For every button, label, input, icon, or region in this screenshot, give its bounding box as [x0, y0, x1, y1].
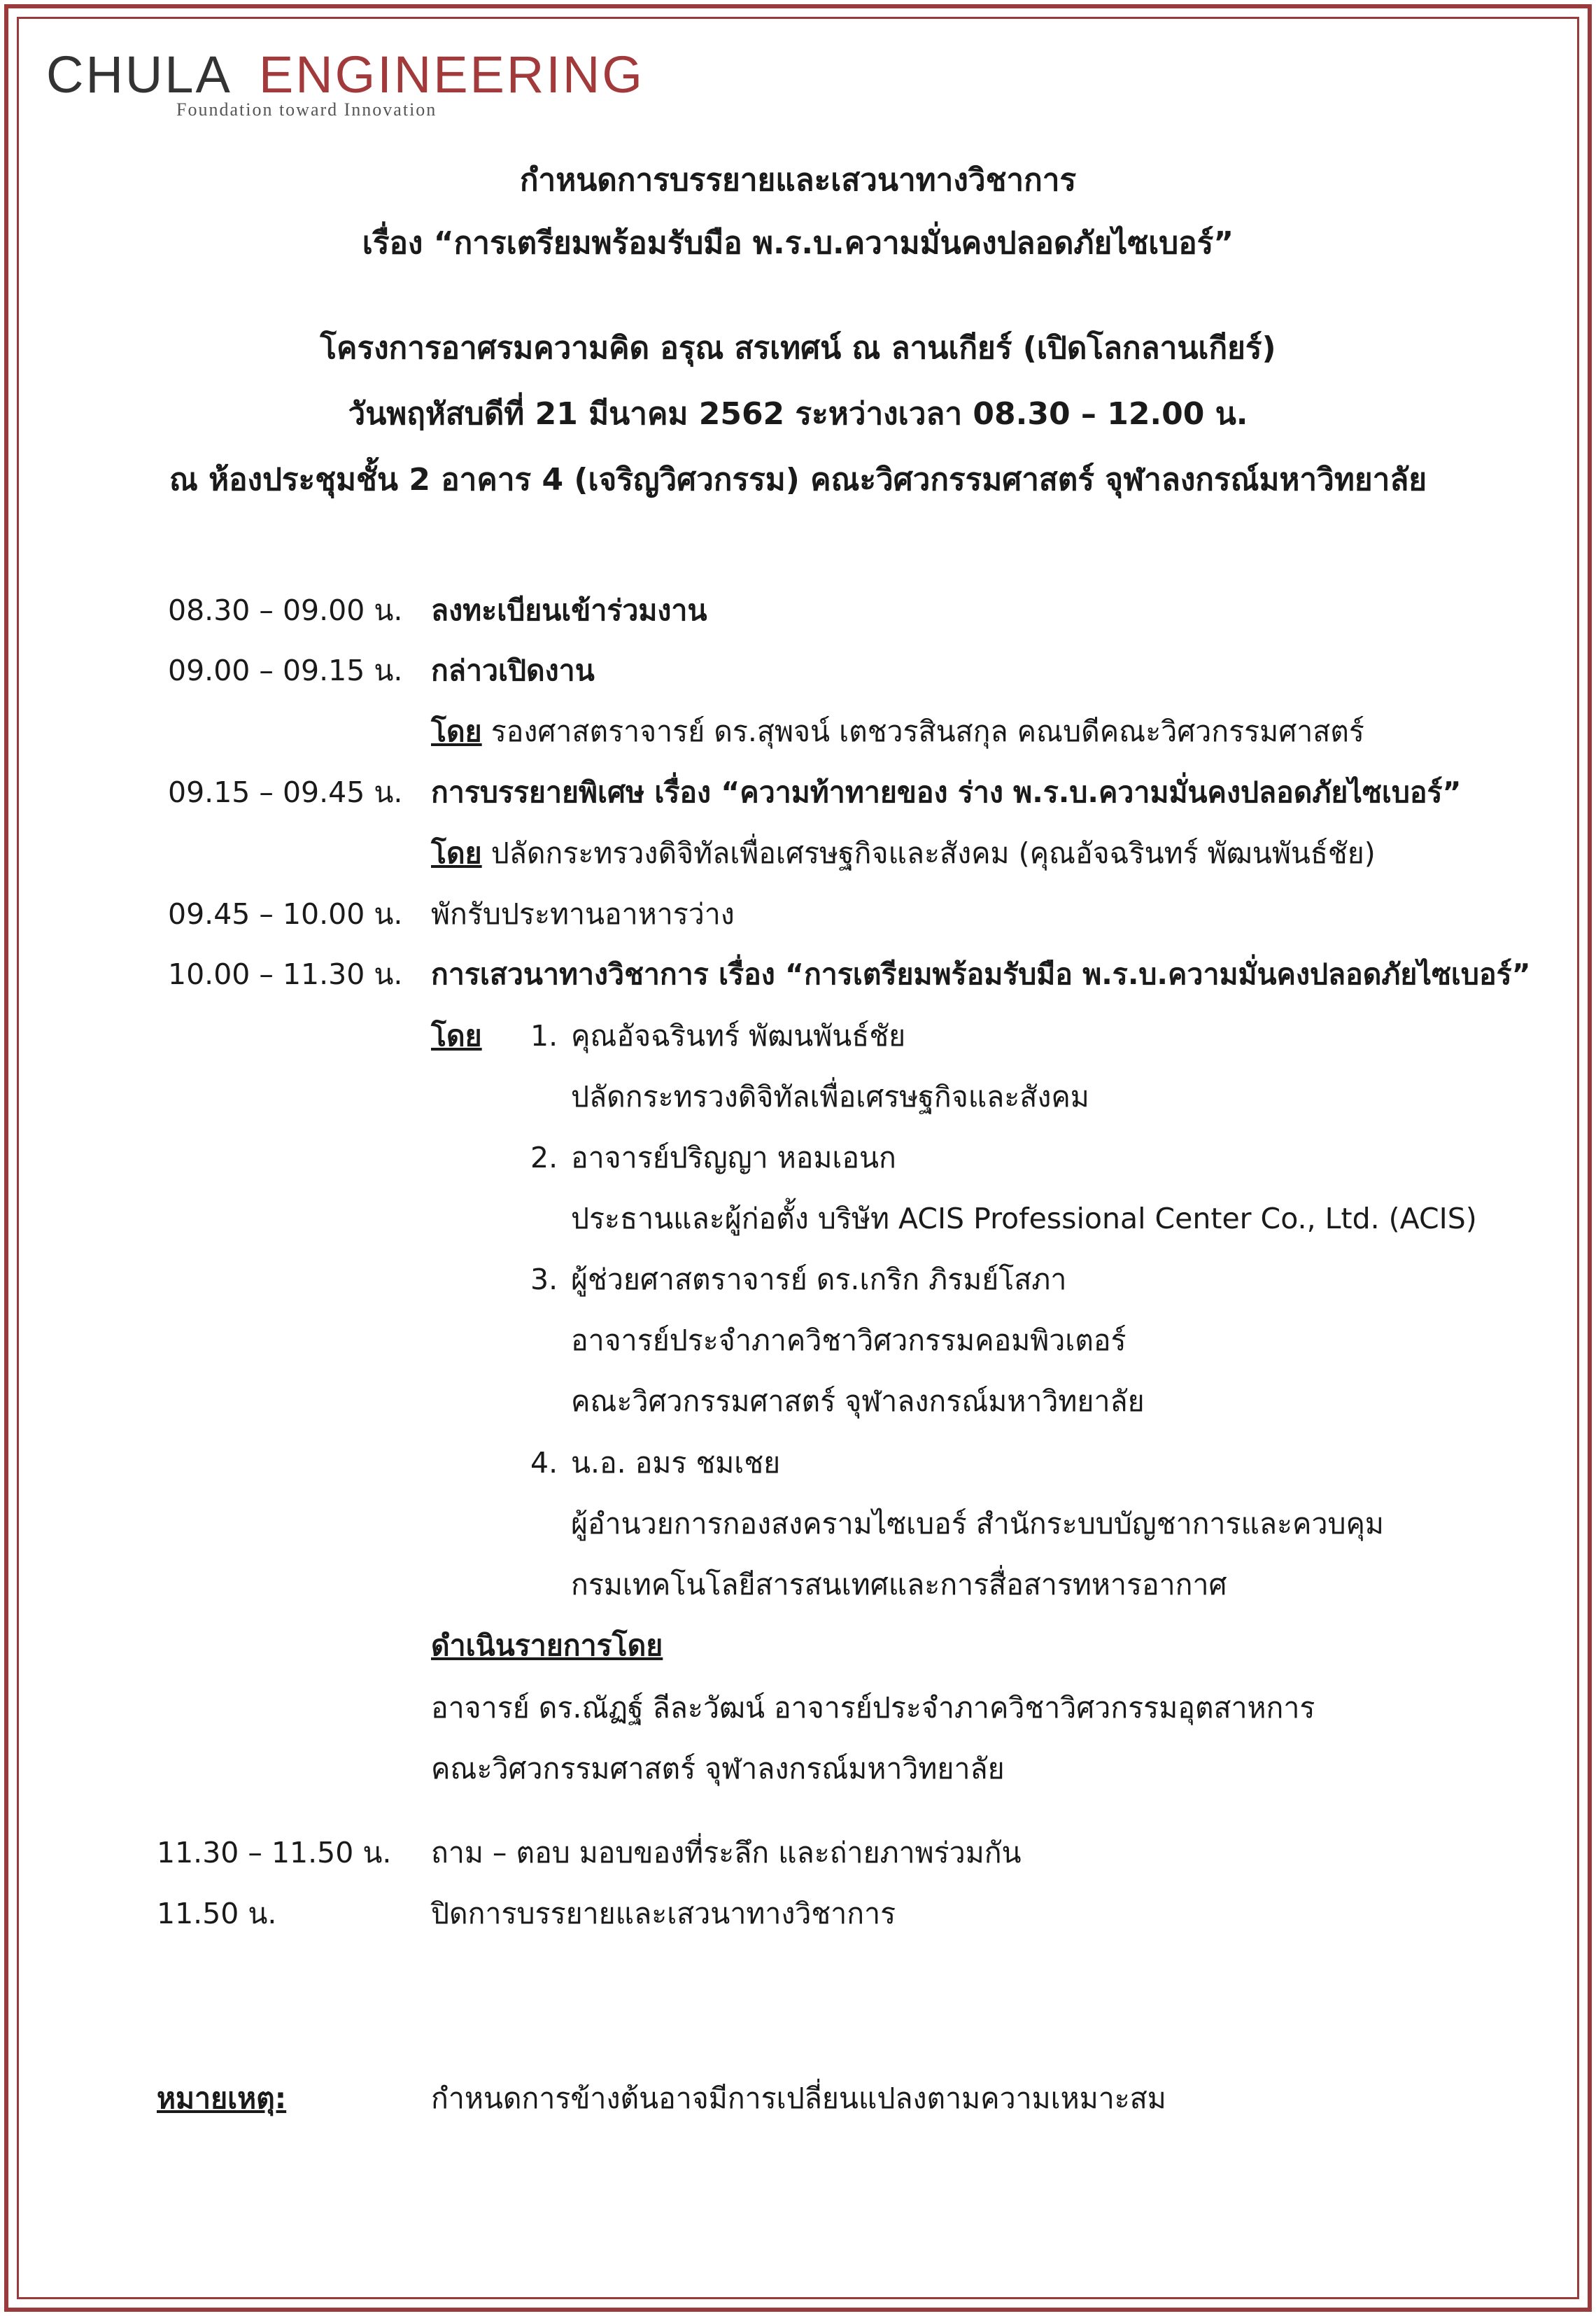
logo-tagline: Foundation toward Innovation [176, 99, 437, 120]
event-subject: เรื่อง “การเตรียมพร้อมรับมือ พ.ร.บ.ความมั่นคงปลอดภัยไซเบอร์” [362, 225, 1234, 261]
session-3-time: 09.15 – 09.45 น. [168, 775, 403, 809]
session-2-title: กล่าวเปิดงาน [431, 654, 595, 687]
session-4-title: พักรับประทานอาหารว่าง [431, 897, 735, 931]
session-7-title: ปิดการบรรยายและเสวนาทางวิชาการ [431, 1897, 896, 1930]
chula-engineering-logo [46, 43, 644, 127]
session-2-by [431, 710, 1364, 752]
panelist-2-title: ประธานและผู้ก่อตั้ง บริษัท ACIS Professional Center Co., Ltd. (ACIS) [571, 1202, 1477, 1235]
session-6-title: ถาม – ตอบ มอบของที่ระลึก และถ่ายภาพร่วมกัน [431, 1836, 1022, 1869]
session-3-by [431, 832, 1376, 874]
note-label: หมายเหตุ: [157, 2082, 287, 2115]
session-5-time: 10.00 – 11.30 น. [168, 957, 403, 991]
panelist-1-number: 1. [530, 1019, 558, 1053]
panelist-3-name: ผู้ช่วยศาสตราจารย์ ดร.เกริก ภิรมย์โสภา [571, 1263, 1067, 1296]
event-date: วันพฤหัสบดีที่ 21 มีนาคม 2562 ระหว่างเวลา 08.30 – 12.00 น. [348, 396, 1248, 432]
by-label: โดย [431, 715, 482, 748]
panelist-2-name: อาจารย์ปริญญา หอมเอนก [571, 1141, 896, 1174]
panelist-3-title: อาจารย์ประจำภาควิชาวิศวกรรมคอมพิวเตอร์ [571, 1324, 1127, 1357]
session-6-time: 11.30 – 11.50 น. [157, 1836, 392, 1869]
session-2-speaker: รองศาสตราจารย์ ดร.สุพจน์ เตชวรสินสกุล คณบดีคณะวิศวกรรมศาสตร์ [490, 715, 1364, 748]
panel-by-label: โดย [431, 1019, 482, 1053]
panelist-1-name: คุณอัจฉรินทร์ พัฒนพันธ์ชัย [571, 1019, 906, 1053]
note-text: กำหนดการข้างต้นอาจมีการเปลี่ยนแปลงตามความเหมาะสม [431, 2082, 1166, 2115]
moderator-affiliation: คณะวิศวกรรมศาสตร์ จุฬาลงกรณ์มหาวิทยาลัย [431, 1752, 1005, 1785]
panelist-2-number: 2. [530, 1141, 558, 1174]
session-5-title: การเสวนาทางวิชาการ เรื่อง “การเตรียมพร้อมรับมือ พ.ร.บ.ความมั่นคงปลอดภัยไซเบอร์” [431, 957, 1531, 991]
moderator-name: อาจารย์ ดร.ณัฏฐ์ ลีละวัฒน์ อาจารย์ประจำภาควิชาวิศวกรรมอุตสาหการ [431, 1691, 1315, 1725]
by-label: โดย [431, 836, 482, 870]
session-1-time: 08.30 – 09.00 น. [168, 594, 403, 627]
panelist-4-number: 4. [530, 1446, 558, 1480]
panelist-3-number: 3. [530, 1263, 558, 1296]
session-1-title: ลงทะเบียนเข้าร่วมงาน [431, 594, 707, 627]
panelist-4-name: น.อ. อมร ชมเชย [571, 1446, 781, 1480]
moderator-label: ดำเนินรายการโดย [431, 1629, 663, 1662]
panelist-4-affiliation: กรมเทคโนโลยีสารสนเทศและการสื่อสารทหารอากาศ [571, 1568, 1227, 1601]
page-title: กำหนดการบรรยายและเสวนาทางวิชาการ [519, 162, 1077, 198]
session-3-title: การบรรยายพิเศษ เรื่อง “ความท้าทายของ ร่าง พ.ร.บ.ความมั่นคงปลอดภัยไซเบอร์” [431, 775, 1462, 809]
project-name: โครงการอาศรมความคิด อรุณ สรเทศน์ ณ ลานเกียร์ (เปิดโลกลานเกียร์) [320, 330, 1276, 366]
event-venue: ณ ห้องประชุมชั้น 2 อาคาร 4 (เจริญวิศวกรรม) คณะวิศวกรรมศาสตร์ จุฬาลงกรณ์มหาวิทยาลัย [169, 462, 1427, 498]
logo-chula-text: CHULA [46, 45, 232, 104]
session-4-time: 09.45 – 10.00 น. [168, 897, 403, 931]
panelist-4-title: ผู้อำนวยการกองสงครามไซเบอร์ สำนักระบบบัญชาการและควบคุม [571, 1507, 1384, 1541]
panelist-1-title: ปลัดกระทรวงดิจิทัลเพื่อเศรษฐกิจและสังคม [571, 1080, 1089, 1114]
session-2-time: 09.00 – 09.15 น. [168, 654, 403, 687]
logo-engineering-text: ENGINEERING [258, 45, 644, 104]
session-7-time: 11.50 น. [157, 1897, 277, 1930]
panelist-3-affiliation: คณะวิศวกรรมศาสตร์ จุฬาลงกรณ์มหาวิทยาลัย [571, 1384, 1145, 1418]
session-3-speaker: ปลัดกระทรวงดิจิทัลเพื่อเศรษฐกิจและสังคม (คุณอัจฉรินทร์ พัฒนพันธ์ชัย) [490, 836, 1376, 870]
